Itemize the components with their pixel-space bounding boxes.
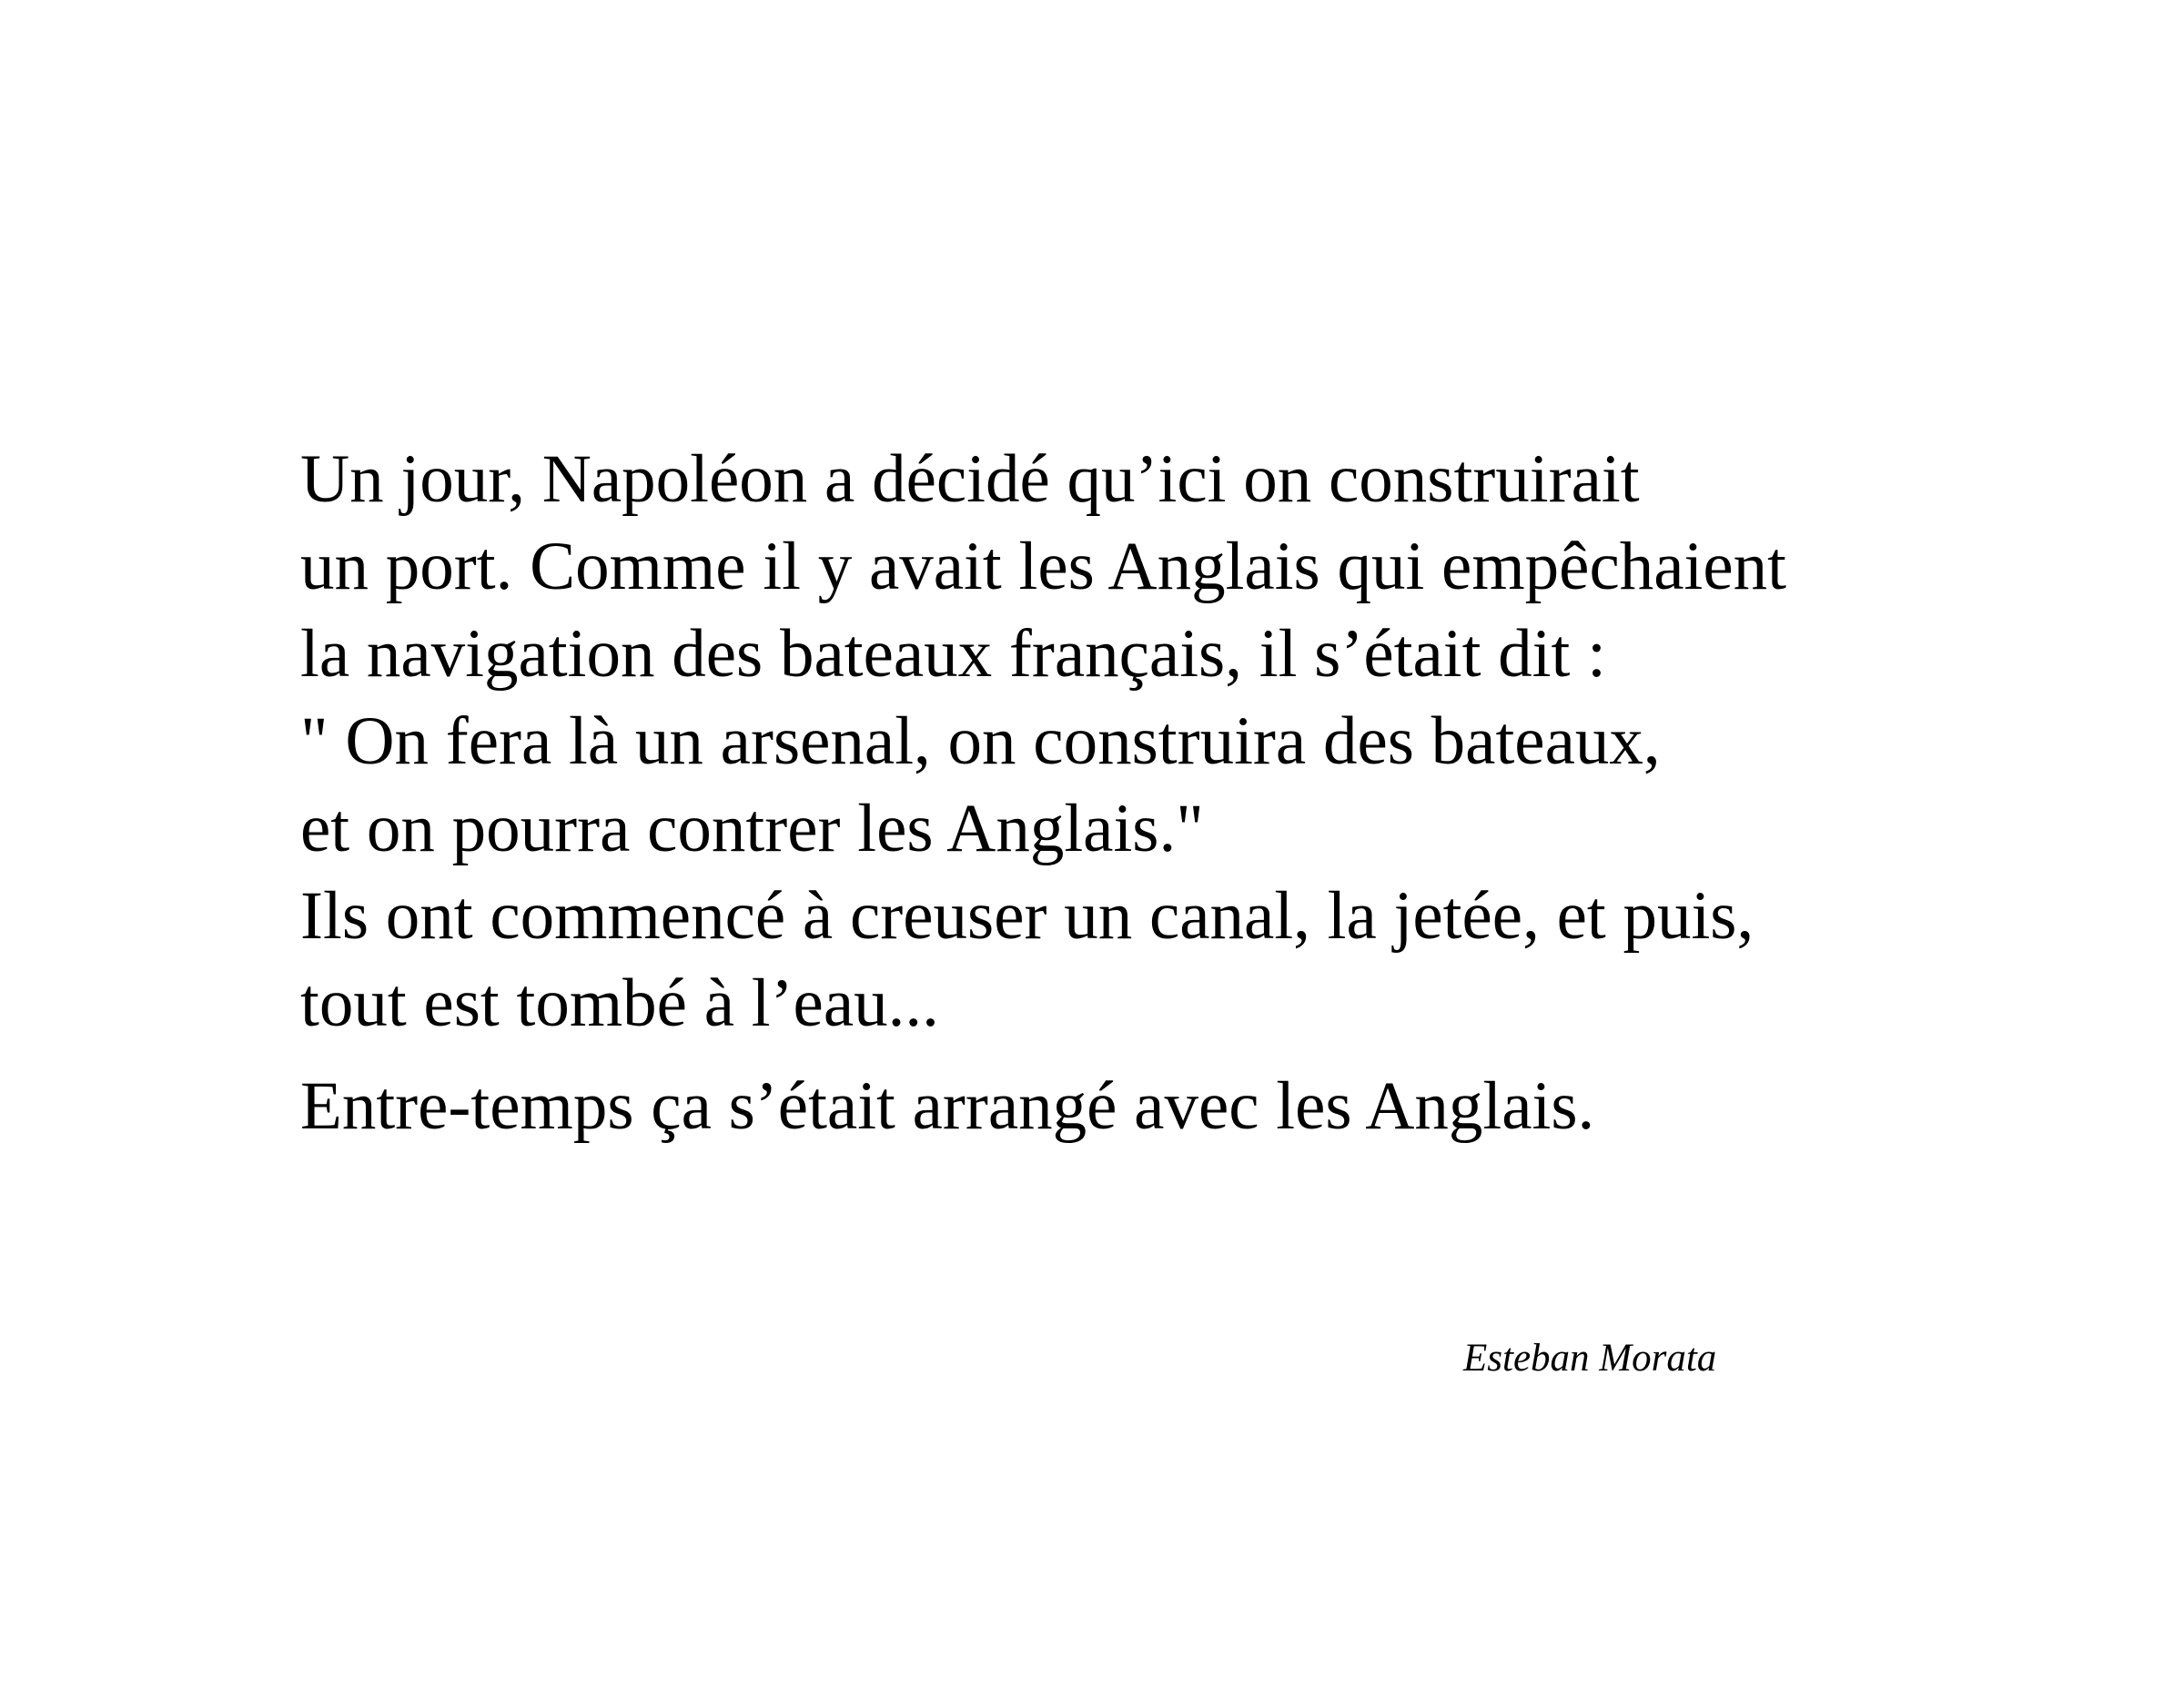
text-line: la navigation des bateaux français, il s’était dit :	[300, 616, 1606, 692]
text-line: Un jour, Napoléon a décidé qu’ici on construirait	[300, 441, 1640, 517]
author-attribution: Esteban Morata	[1463, 1337, 1717, 1380]
text-line: " On fera là un arsenal, on construira des bateaux,	[300, 703, 1661, 779]
closing-sentence: Entre-temps ça s’était arrangé avec les Anglais.	[300, 1068, 1595, 1144]
text-line: un port. Comme il y avait les Anglais qui empêchaient	[300, 529, 1787, 604]
quote-text-block	[300, 436, 1786, 1150]
text-line: Ils ont commencé à creuser un canal, la jetée, et puis,	[300, 878, 1754, 954]
text-line: et on pourra contrer les Anglais."	[300, 791, 1204, 866]
text-line: tout est tombé à l’eau...	[300, 966, 939, 1041]
